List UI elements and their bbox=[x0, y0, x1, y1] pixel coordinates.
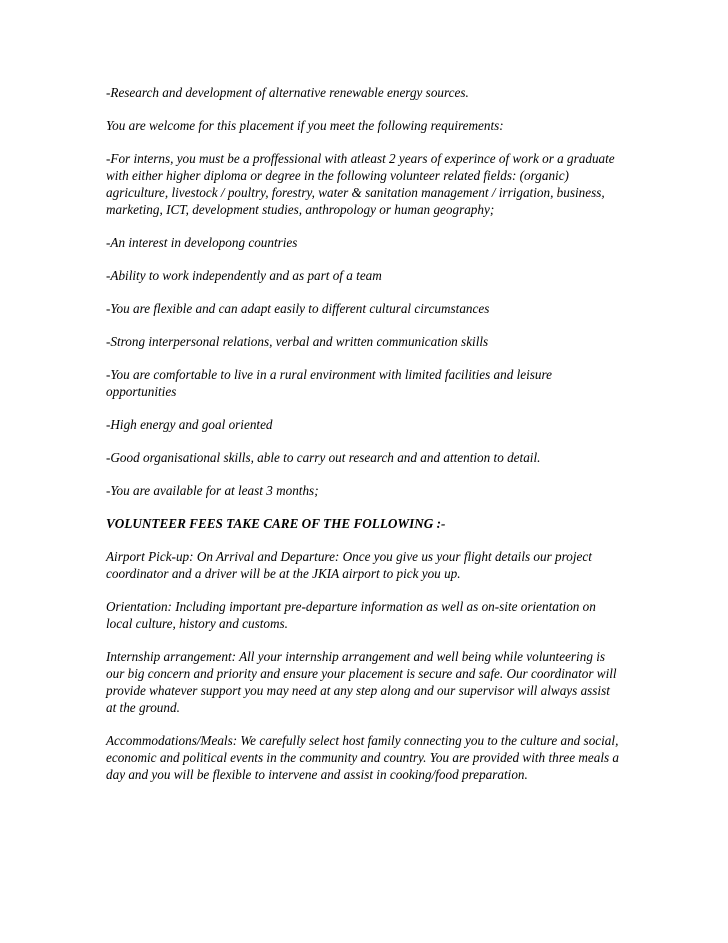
document-body bbox=[106, 84, 620, 799]
paragraph-airport-pickup: Airport Pick-up: On Arrival and Departure: Once you give us your flight details our project coordinator and a driver will be at the JKIA airport to pick you up. bbox=[106, 549, 592, 581]
paragraph-organisational: -Good organisational skills, able to carry out research and and attention to detail. bbox=[106, 450, 541, 465]
paragraph-orientation: Orientation: Including important pre-departure information as well as on-site orientation on local culture, history and customs. bbox=[106, 599, 596, 631]
paragraph-research: -Research and development of alternative renewable energy sources. bbox=[106, 85, 469, 100]
paragraph-intern-qualifications: -For interns, you must be a proffessional with atleast 2 years of experince of work or a graduate with either higher diploma or degree in the following volunteer related fields: (organic) agriculture, livestock / poultry, forestry, water & sanitation management / irrigation, business, marketing, ICT, development studies, anthropology or human geography; bbox=[106, 151, 615, 217]
paragraph-flexibility: -You are flexible and can adapt easily to different cultural circumstances bbox=[106, 301, 490, 316]
paragraph-interest: -An interest in developong countries bbox=[106, 235, 298, 250]
paragraph-high-energy: -High energy and goal oriented bbox=[106, 417, 273, 432]
paragraph-availability: -You are available for at least 3 months; bbox=[106, 483, 319, 498]
paragraph-interpersonal: -Strong interpersonal relations, verbal and written communication skills bbox=[106, 334, 489, 349]
paragraph-internship-arrangement: Internship arrangement: All your internship arrangement and well being while volunteering is our big concern and priority and ensure your placement is secure and safe. Our coordinator will provide whatever support you may need at any step along and our supervisor will always assist at the ground. bbox=[106, 649, 617, 715]
paragraph-rural-environment: -You are comfortable to live in a rural environment with limited facilities and leisure opportunities bbox=[106, 367, 553, 399]
paragraph-independence: -Ability to work independently and as part of a team bbox=[106, 268, 382, 283]
section-heading-fees: VOLUNTEER FEES TAKE CARE OF THE FOLLOWING :- bbox=[106, 516, 446, 531]
paragraph-requirements-intro: You are welcome for this placement if you meet the following requirements: bbox=[106, 118, 504, 133]
paragraph-accommodations: Accommodations/Meals: We carefully select host family connecting you to the culture and social, economic and political events in the community and country. You are provided with three meals a day and you will be flexible to intervene and assist in cooking/food preparation. bbox=[106, 733, 620, 782]
